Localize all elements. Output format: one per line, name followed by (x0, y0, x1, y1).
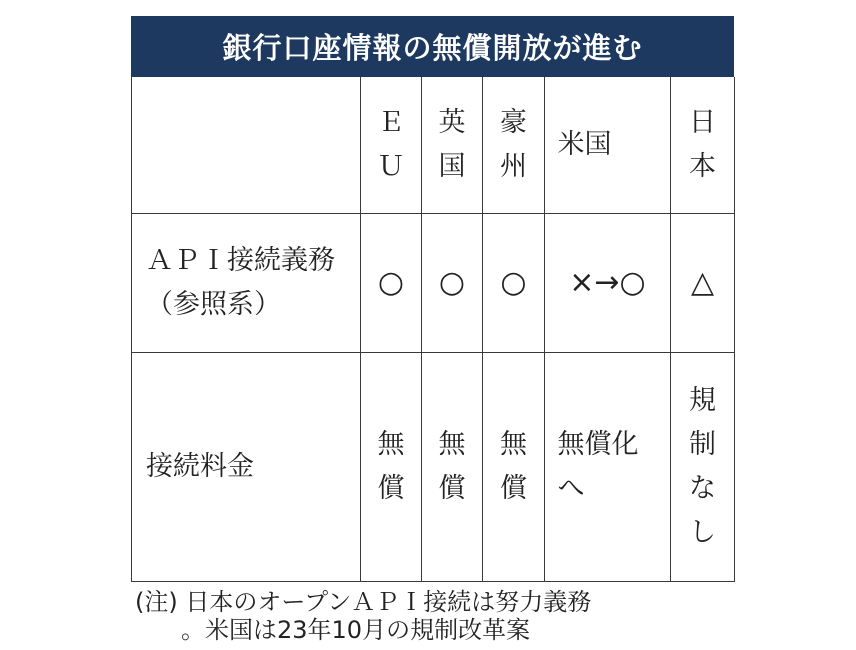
footnote (131, 588, 734, 644)
header-cell-us: 米国 (545, 77, 671, 214)
table-row (132, 353, 735, 582)
row-label-api-obligation: ＡＰＩ接続義務（参照系） (132, 214, 361, 353)
footnote-line-1: (注) 日本のオープンＡＰＩ接続は努力義務 (135, 588, 592, 616)
cell-api-uk: ○ (422, 214, 483, 353)
header-cell-uk: 英国 (422, 77, 483, 214)
header-row (132, 77, 735, 214)
row-label-connection-fee: 接続料金 (132, 353, 361, 582)
footnote-line-2: 。米国は23年10月の規制改革案 (181, 616, 531, 644)
cell-fee-australia: 無償 (483, 353, 545, 582)
cell-api-us: ×→○ (545, 214, 671, 353)
cell-fee-eu: 無償 (361, 353, 422, 582)
comparison-table (131, 77, 735, 582)
figure-title: 銀行口座情報の無償開放が進む (131, 16, 734, 77)
cell-api-eu: ○ (361, 214, 422, 353)
header-cell-eu: ＥＵ (361, 77, 422, 214)
cell-api-japan: △ (671, 214, 735, 353)
header-cell-australia: 豪州 (483, 77, 545, 214)
comparison-figure (131, 16, 734, 644)
cell-fee-japan: 規制なし (671, 353, 735, 582)
header-corner-cell (132, 77, 361, 214)
cell-fee-uk: 無償 (422, 353, 483, 582)
cell-fee-us: 無償化へ (545, 353, 671, 582)
table-row (132, 214, 735, 353)
cell-api-australia: ○ (483, 214, 545, 353)
header-cell-japan: 日本 (671, 77, 735, 214)
